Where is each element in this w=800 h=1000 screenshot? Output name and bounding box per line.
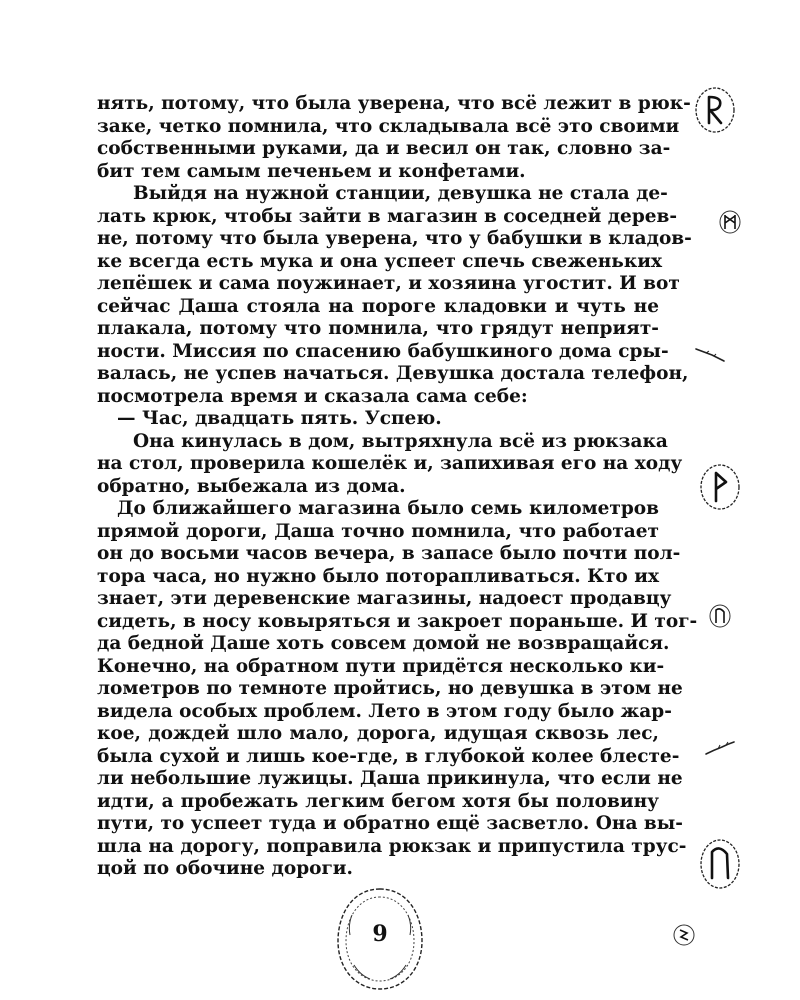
text-line: плакала, потому что помнила, что грядут неприят-: [97, 318, 659, 339]
rune-stroke-icon: [704, 738, 736, 758]
text-line: обратно, выбежала из дома.: [97, 475, 406, 497]
text-line: лать крюк, чтобы зайти в магазин в соседней дерев-: [97, 205, 678, 227]
text-line: не, потому что была уверена, что у бабушки в кладов-: [97, 228, 692, 249]
text-line: заке, четко помнила, что складывала всё это своими: [97, 115, 680, 137]
rune-stroke-icon: [694, 345, 726, 365]
text-line: видела особых проблем. Лето в этом году было жар-: [97, 700, 672, 722]
rune-wunjo-icon: [697, 462, 743, 512]
text-line: сидеть, в носу ковыряться и закроет пораньше. И тог-: [97, 610, 698, 632]
text-line: лометров по темноте пройтись, но девушка в этом не: [97, 678, 683, 699]
rune-uruz-large-icon: [697, 836, 743, 892]
rune-uruz-icon: [707, 602, 733, 630]
page-body-text: [97, 93, 698, 881]
rune-raido-icon: [692, 85, 738, 135]
text-line: ке всегда есть мука и она успеет спечь свеженьких: [97, 250, 662, 272]
page-number: 9: [372, 921, 388, 947]
rune-mannaz-icon: [717, 208, 743, 236]
text-line: была сухой и лишь кое-где, в глубокой колее блесте-: [97, 745, 680, 767]
text-line: на стол, проверила кошелёк и, запихивая его на ходу: [97, 453, 683, 474]
text-line: ности. Миссия по спасению бабушкиного дома сры-: [97, 340, 669, 362]
text-line: До ближайшего магазина было семь километров: [117, 498, 659, 519]
text-line: нять, потому, что была уверена, что всё лежит в рюк-: [97, 93, 691, 114]
text-line: посмотрела время и сказала сама себе:: [97, 385, 528, 407]
text-line: шла на дорогу, поправила рюкзак и припустила трус-: [97, 835, 687, 857]
text-line: собственными руками, да и весил он так, словно за-: [97, 138, 671, 159]
text-line: он до восьми часов вечера, в запасе было почти пол-: [97, 543, 681, 564]
text-line: лепёшек и сама поужинает, и хозяина угостит. И вот: [97, 273, 680, 294]
text-line: бит тем самым печеньем и конфетами.: [97, 160, 526, 182]
text-line: цой по обочине дороги.: [97, 858, 353, 879]
text-line: идти, а пробежать легким бегом хотя бы половину: [97, 790, 659, 812]
text-line: пути, то успеет туда и обратно ещё засветло. Она вы-: [97, 813, 683, 834]
text-line: сейчас Даша стояла на пороге кладовки и чуть не: [97, 295, 659, 317]
text-line: валась, не успев начаться. Девушка достала телефон,: [97, 363, 689, 384]
text-line: знает, эти деревенские магазины, надоест продавцу: [97, 588, 672, 609]
text-line: тора часа, но нужно было поторапливаться. Кто их: [97, 565, 659, 587]
text-line: да бедной Даше хоть совсем домой не возвращайся.: [97, 633, 670, 654]
text-line: Выйдя на нужной станции, девушка не стала де-: [133, 183, 668, 204]
page-number-badge: [330, 885, 430, 993]
text-line: ли небольшие лужицы. Даша прикинула, что если не: [97, 768, 683, 789]
text-line: Конечно, на обратном пути придётся несколько ки-: [97, 655, 665, 677]
rune-sowilo-icon: [671, 922, 697, 948]
text-line: прямой дороги, Даша точно помнила, что работает: [97, 520, 659, 542]
text-line: кое, дождей шло мало, дорога, идущая сквозь лес,: [97, 723, 659, 744]
text-line: Она кинулась в дом, вытряхнула всё из рюкзака: [133, 430, 668, 452]
text-line: — Час, двадцать пять. Успею.: [117, 408, 442, 429]
